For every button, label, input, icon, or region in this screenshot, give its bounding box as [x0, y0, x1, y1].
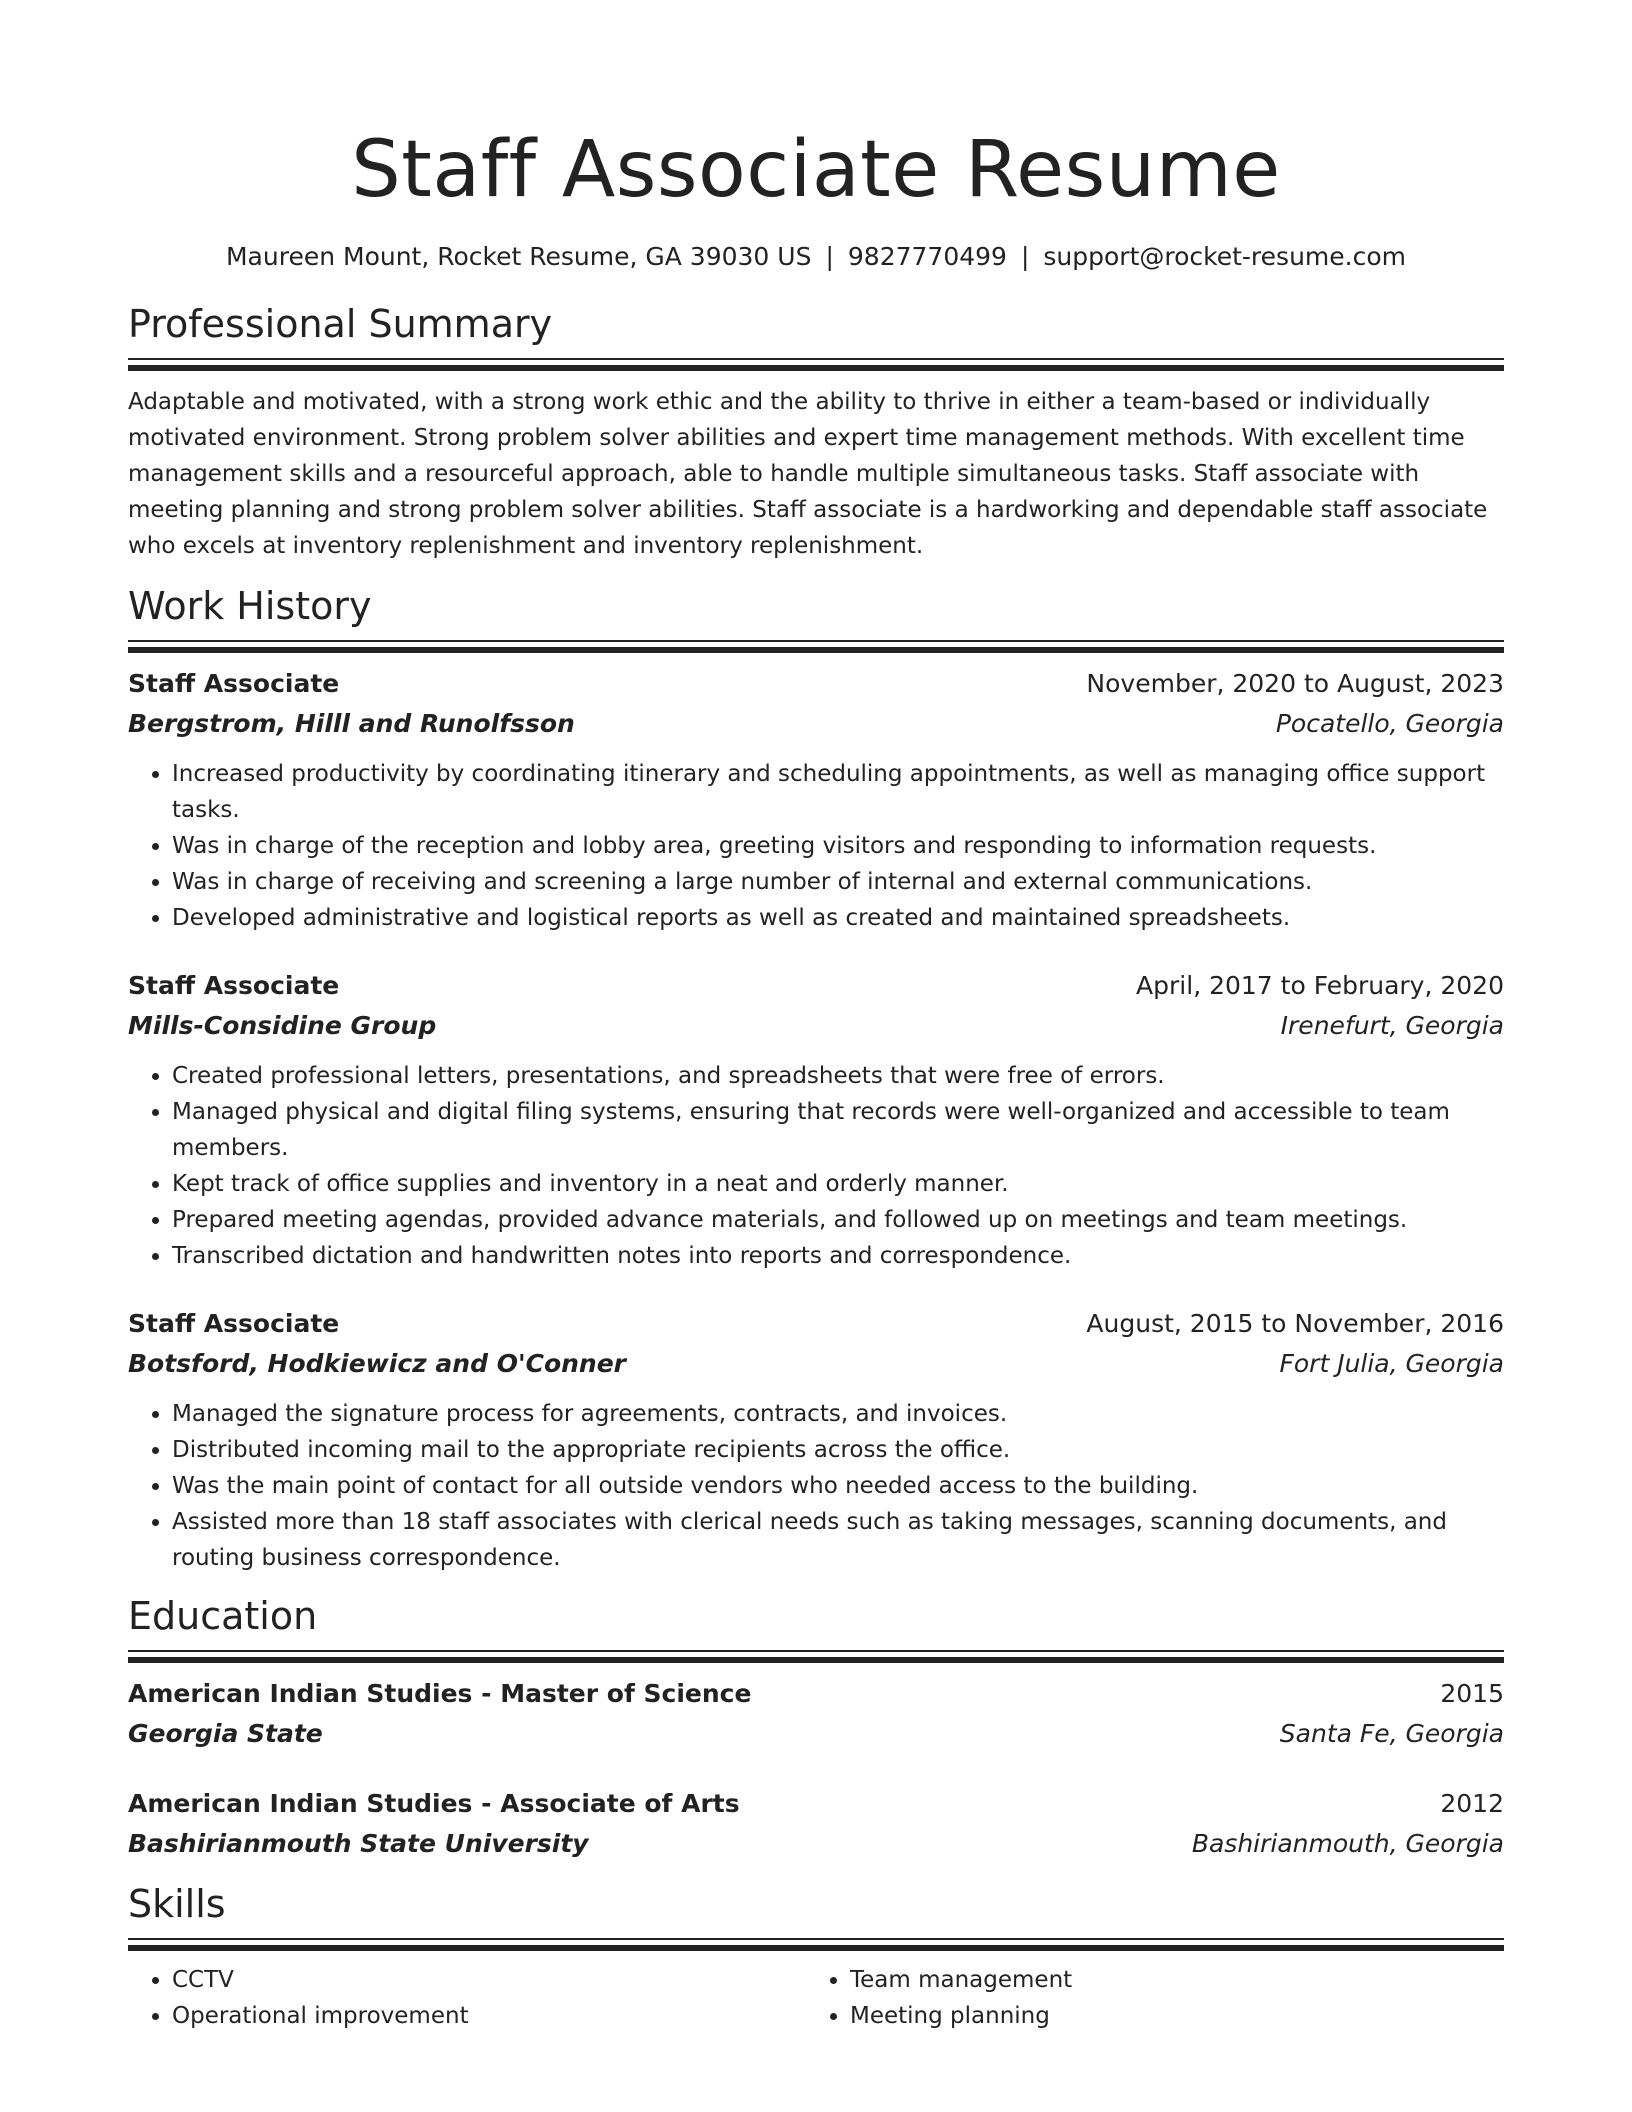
education-location: Bashirianmouth, Georgia — [1191, 1829, 1504, 1858]
job-dates: August, 2015 to November, 2016 — [1086, 1309, 1504, 1338]
job-bullets — [128, 1396, 1504, 1576]
job-subheader — [128, 1344, 1504, 1384]
education-subheader — [128, 1714, 1504, 1754]
education-subheader — [128, 1824, 1504, 1864]
education-header — [128, 1784, 1504, 1824]
job-header — [128, 664, 1504, 704]
job-location: Irenefurt, Georgia — [1280, 1011, 1504, 1040]
job-header — [128, 1304, 1504, 1344]
skill-item: • Operational improvement — [172, 1998, 806, 2034]
list-item: • Kept track of office supplies and inventory in a neat and orderly manner. — [172, 1166, 1504, 1202]
skills-list-left — [128, 1962, 806, 2034]
section-divider — [128, 358, 1504, 368]
skills-columns — [128, 1962, 1504, 2034]
skills-list-right — [806, 1962, 1484, 2034]
list-item: • Prepared meeting agendas, provided advance materials, and followed up on meetings and team meetings. — [172, 1202, 1504, 1238]
contact-phone: 9827770499 — [847, 242, 1007, 271]
section-divider — [128, 1650, 1504, 1660]
work-history-section — [128, 582, 1504, 1576]
job-dates: April, 2017 to February, 2020 — [1136, 971, 1504, 1000]
list-item: • Assisted more than 18 staff associates with clerical needs such as taking messages, scanning documents, and routing business correspondence. — [172, 1504, 1504, 1576]
job-entry — [128, 664, 1504, 936]
job-entry — [128, 1304, 1504, 1576]
contact-line — [128, 240, 1504, 274]
skill-item: • CCTV — [172, 1962, 806, 1998]
section-heading: Work History — [128, 584, 372, 628]
education-year: 2012 — [1440, 1789, 1504, 1818]
contact-separator: | — [1020, 242, 1030, 271]
skill-item: • Team management — [850, 1962, 1484, 1998]
education-section — [128, 1592, 1504, 1864]
education-entry — [128, 1784, 1504, 1864]
contact-email[interactable]: support@rocket-resume.com — [1043, 242, 1406, 271]
list-item: • Was in charge of the reception and lobby area, greeting visitors and responding to information requests. — [172, 828, 1504, 864]
education-entry — [128, 1674, 1504, 1754]
job-dates: November, 2020 to August, 2023 — [1086, 669, 1504, 698]
summary-section — [128, 300, 1504, 564]
job-title: Staff Associate — [128, 971, 340, 1000]
page-title: Staff Associate Resume — [351, 125, 1281, 215]
contact-separator: | — [825, 242, 834, 271]
job-header — [128, 966, 1504, 1006]
job-location: Pocatello, Georgia — [1275, 709, 1504, 738]
job-bullets — [128, 1058, 1504, 1274]
job-company: Botsford, Hodkiewicz and O'Conner — [128, 1349, 626, 1378]
list-item: • Was in charge of receiving and screening a large number of internal and external communications. — [172, 864, 1504, 900]
skill-item: • Meeting planning — [850, 1998, 1484, 2034]
list-item: • Increased productivity by coordinating itinerary and scheduling appointments, as well as managing office support tasks. — [172, 756, 1504, 828]
job-company: Bergstrom, Hilll and Runolfsson — [128, 709, 575, 738]
job-subheader — [128, 704, 1504, 744]
education-year: 2015 — [1440, 1679, 1504, 1708]
education-degree: American Indian Studies - Associate of Arts — [128, 1789, 740, 1818]
education-school: Bashirianmouth State University — [128, 1829, 589, 1858]
section-divider — [128, 1938, 1504, 1948]
section-divider — [128, 640, 1504, 650]
education-degree: American Indian Studies - Master of Science — [128, 1679, 752, 1708]
list-item: • Developed administrative and logistical reports as well as created and maintained spreadsheets. — [172, 900, 1504, 936]
resume-page — [128, 120, 1504, 2034]
list-item: • Distributed incoming mail to the appropriate recipients across the office. — [172, 1432, 1504, 1468]
contact-address: Maureen Mount, Rocket Resume, GA 39030 US — [225, 242, 812, 271]
job-bullets — [128, 756, 1504, 936]
list-item: • Managed the signature process for agreements, contracts, and invoices. — [172, 1396, 1504, 1432]
job-entry — [128, 966, 1504, 1274]
list-item: • Transcribed dictation and handwritten notes into reports and correspondence. — [172, 1238, 1504, 1274]
list-item: • Was the main point of contact for all outside vendors who needed access to the building. — [172, 1468, 1504, 1504]
list-item: • Created professional letters, presentations, and spreadsheets that were free of errors. — [172, 1058, 1504, 1094]
education-header — [128, 1674, 1504, 1714]
job-company: Mills-Considine Group — [128, 1011, 437, 1040]
skills-section — [128, 1880, 1504, 2034]
job-title: Staff Associate — [128, 669, 340, 698]
summary-text: Adaptable and motivated, with a strong work ethic and the ability to thrive in either a team-based or individually motivated environment. Strong problem solver abilities and expert time management methods. With excellent time management skills and a resourceful approach, able to handle multiple simultaneous tasks. Staff associate with meeting planning and strong problem solver abilities. Staff associate is a hardworking and dependable staff associate who excels at inventory replenishment and inventory replenishment. — [128, 389, 1488, 559]
section-heading: Professional Summary — [128, 302, 553, 346]
job-location: Fort Julia, Georgia — [1279, 1349, 1504, 1378]
section-heading: Education — [128, 1594, 318, 1638]
job-subheader — [128, 1006, 1504, 1046]
education-location: Santa Fe, Georgia — [1279, 1719, 1504, 1748]
section-heading: Skills — [128, 1882, 226, 1926]
job-title: Staff Associate — [128, 1309, 340, 1338]
list-item: • Managed physical and digital filing systems, ensuring that records were well-organized and accessible to team members. — [172, 1094, 1504, 1166]
education-school: Georgia State — [128, 1719, 323, 1748]
